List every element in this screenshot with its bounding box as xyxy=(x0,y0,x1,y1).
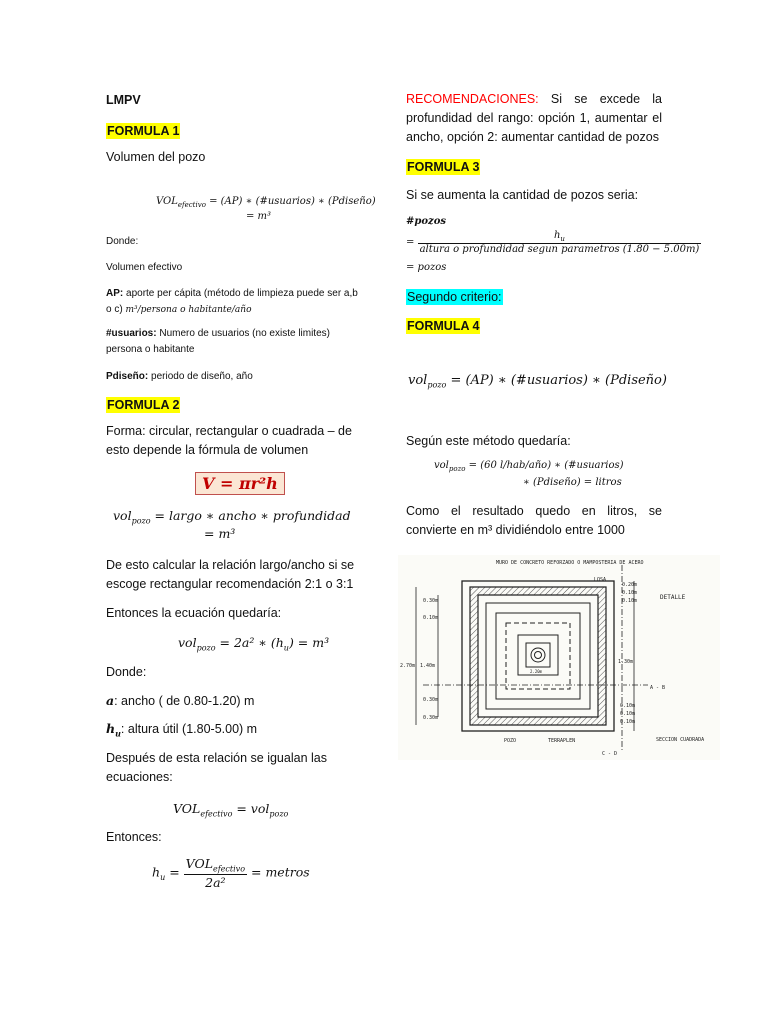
formula-3-intro: Si se aumenta la cantidad de pozos seria: xyxy=(406,188,639,202)
igualdad-equation: $VOL_{efectivo} = vol_{pozo}$ xyxy=(173,801,289,819)
svg-text:0.10m: 0.10m xyxy=(620,719,636,725)
usuarios-definition: #usuarios: Numero de usuarios (no existe limites) persona o habitante xyxy=(106,328,330,355)
section-cd: C - D xyxy=(602,751,618,757)
formula-4-litros-eq: vol$_{pozo}$ = (60 l/hab/año) ∗ (#usuarios) xyxy=(434,460,624,473)
pozos-label: #pozos xyxy=(406,216,447,227)
svg-text:0.30m: 0.30m xyxy=(423,715,439,721)
svg-text:0.20m: 0.20m xyxy=(622,582,638,588)
despues-text: Después de esta relación se igualan las ecuaciones: xyxy=(106,751,327,784)
formula-1-heading: FORMULA 1 xyxy=(107,124,180,138)
donde-label-2: Donde: xyxy=(106,665,147,679)
segundo-criterio: Segundo criterio: xyxy=(407,290,502,304)
formula-2-heading: FORMULA 2 xyxy=(107,398,180,412)
relacion-text: De esto calcular la relación largo/ancho si se escoge rectangular recomendación 2:1 o 3:1 xyxy=(106,558,355,591)
formula-3-equation: = $\frac{h_u}{\text{altura o profundidad segun parametros (1.80 − 5.00m)}}$ xyxy=(406,230,700,255)
pozos-equals: = pozos xyxy=(406,262,447,273)
hu-definition: $h_u$: altura útil (1.80-5.00) m xyxy=(106,721,258,739)
segun-text: Según este método quedaría: xyxy=(406,434,571,448)
formula-4-heading: FORMULA 4 xyxy=(407,319,480,333)
svg-text:0.10m: 0.10m xyxy=(620,711,636,717)
svg-text:0.10m: 0.10m xyxy=(620,703,636,709)
svg-text:2.70m: 2.70m xyxy=(400,663,416,669)
vol-efectivo-def: Volumen efectivo xyxy=(106,262,183,273)
como-text: Como el resultado quedo en litros, se convierte en m³ dividiéndolo entre 1000 xyxy=(406,504,662,537)
formula-1-equation-line2: = m³ xyxy=(246,211,272,222)
vol-pozo-equation-line2: = m³ xyxy=(204,526,236,541)
a-definition: a: ancho ( de 0.80-1.20) m xyxy=(106,693,255,708)
vol-2a2-equation: vol$_{pozo}$ = 2a² ∗ $(h_u) = m^3$ xyxy=(178,635,330,653)
pozo-plan-drawing xyxy=(398,555,720,760)
svg-text:0.10m: 0.10m xyxy=(423,615,439,621)
svg-text:0.30m: 0.30m xyxy=(423,697,439,703)
svg-text:2.20m: 2.20m xyxy=(530,669,543,674)
note-top: MURO DE CONCRETO REFORZADO O MAMPOSTERIA DE ACERO xyxy=(496,560,644,566)
formula-1-intro: Volumen del pozo xyxy=(106,150,206,164)
recomendaciones: RECOMENDACIONES: Si se excede la profundidad del rango: opción 1, aumentar el ancho, opción 2: aumentar cantidad de pozos xyxy=(406,92,662,144)
vol-pozo-equation: vol$_{pozo}$ = largo ∗ ancho ∗ profundidad xyxy=(113,508,351,526)
entonces-text: Entonces la ecuación quedaría: xyxy=(106,606,282,620)
formula-4-equation: vol$_{pozo}$ = (AP) ∗ (#usuarios) ∗ (Pdiseño) xyxy=(408,373,667,390)
losa-label: LOSA xyxy=(594,577,607,583)
hu-equation: $h_u$ = $\frac{VOL_{efectivo}}{\text{2a²}}$ = metros xyxy=(152,856,310,890)
terraplen-label: TERRAPLEN xyxy=(548,738,576,744)
forma-text: Forma: circular, rectangular o cuadrada – de esto depende la fórmula de volumen xyxy=(106,424,352,457)
pdiseno-definition: Pdiseño: periodo de diseño, año xyxy=(106,371,253,382)
seccion-label: SECCION CUADRADA xyxy=(656,737,705,743)
section-ab: A - B xyxy=(650,685,666,691)
ap-definition: AP: aporte per cápita (método de limpieza puede ser a,b o c) m³/persona o habitante/año xyxy=(106,288,358,315)
svg-text:0.30m: 0.30m xyxy=(423,598,439,604)
donde-label-1: Donde: xyxy=(106,236,139,247)
formula-3-heading: FORMULA 3 xyxy=(407,160,480,174)
pozo-label: POZO xyxy=(504,738,517,744)
svg-text:0.10m: 0.10m xyxy=(622,590,638,596)
doc-title: LMPV xyxy=(106,93,141,107)
formula-1-equation: $VOL_{efectivo} = (AP)$ ∗ (#usuarios) ∗ (Pdiseño) xyxy=(156,196,376,209)
formula-4-litros-eq-line2: ∗ (Pdiseño) = litros xyxy=(523,477,622,488)
detalle-label: DETALLE xyxy=(660,594,686,601)
svg-text:1.40m: 1.40m xyxy=(420,663,436,669)
svg-text:1.30m: 1.30m xyxy=(618,659,634,665)
svg-text:0.10m: 0.10m xyxy=(622,598,638,604)
entonces-label-2: Entonces: xyxy=(106,830,162,844)
volume-boxed-formula: V = πr²h xyxy=(195,472,285,495)
